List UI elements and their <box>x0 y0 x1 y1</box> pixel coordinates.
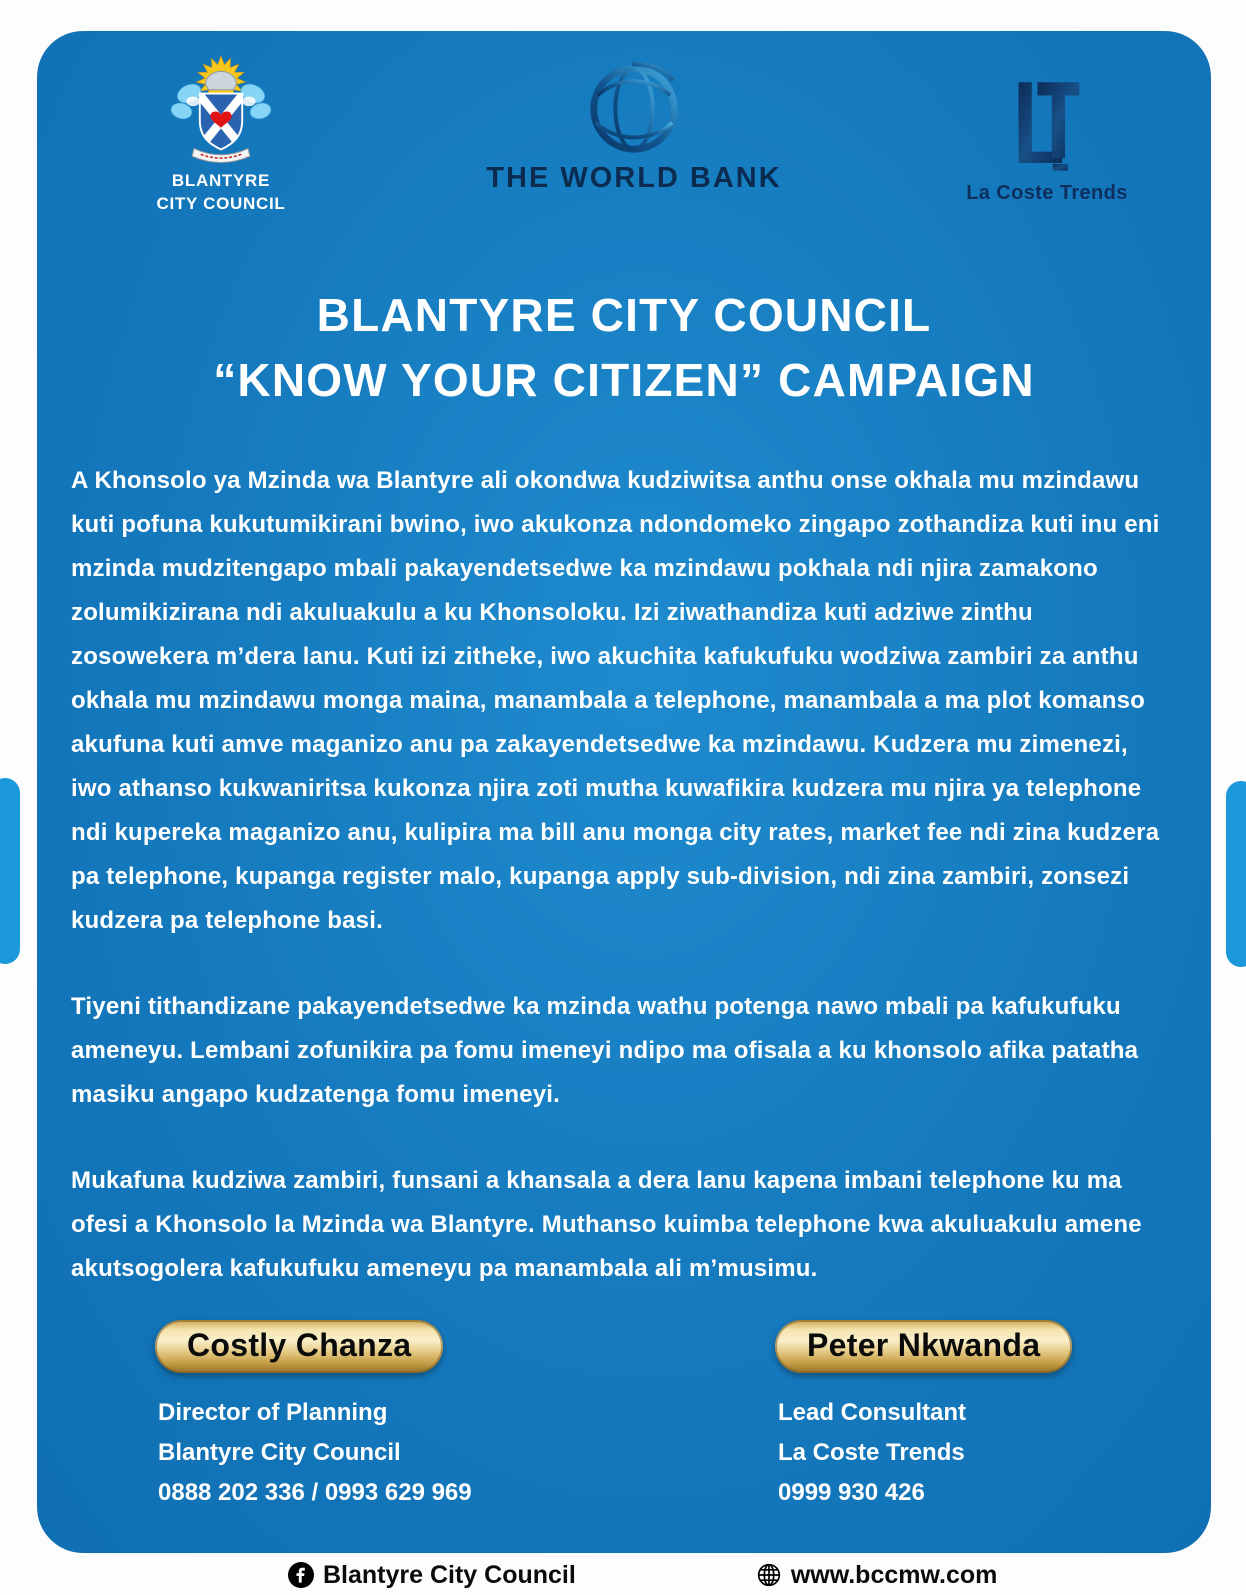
facebook-link[interactable] <box>288 1561 576 1590</box>
footer-bar <box>0 1556 1246 1594</box>
contact-role: Director of Planning <box>158 1399 388 1426</box>
body-paragraph-3: Mukafuna kudziwa zambiri, funsani a khansala a dera lanu kapena imbani telephone ku ma ofesi a Khonsolo la Mzinda wa Blantyre. Muthanso kuimba telephone kwa akuluakulu amene akutsogolera kafukufuku ameneyu pa manambala ali m’musimu. <box>71 1167 1142 1282</box>
right-edge-tab <box>1226 781 1246 967</box>
body-paragraph-1: A Khonsolo ya Mzinda wa Blantyre ali okondwa kudziwitsa anthu onse okhala mu mzindawu kuti pofuna kukutumikirani bwino, iwo akukonza ndondomeko zingapo zothandiza kuti inu eni mzinda mudzitengapo mbali pakayendetsedwe ka mzindawu pokhala ndi njira zamakono zolumikizirana ndi akuluakulu a ku Khonsoloku. Izi ziwathandiza kuti adziwe zinthu zosowekera m’dera lanu. Kuti izi zitheke, iwo akuchita kafukufuku wodziwa zambiri za anthu okhala mu mzindawu monga maina, manambala a telephone, manambala a ma plot komanso akufuna kuti amve maganizo anu pa zakayendetsedwe ka mzindawu. Kudzera mu zimenezi, iwo athanso kukwaniritsa kukonza njira zoti mutha kuwafikira kudzera mu njira ya telephone ndi kupereka maganizo anu, kulipira ma bill anu monga city rates, market fee ndi zina kudzera pa telephone, kupanga register malo, kupanga apply sub-division, ndi zina zambiri, zonsezi kudzera pa telephone basi. <box>71 467 1160 934</box>
website-link-label: www.bccmw.com <box>790 1560 998 1589</box>
world-bank-logo <box>484 55 784 195</box>
campaign-title <box>37 283 1211 413</box>
contact-card-costly-chanza <box>155 1320 472 1513</box>
body-text <box>71 459 1167 1333</box>
contacts-section <box>37 1320 1211 1560</box>
facebook-link-label: Blantyre City Council <box>323 1560 576 1589</box>
contact-phone: 0888 202 336 / 0993 629 969 <box>158 1479 472 1506</box>
blantyre-city-council-logo <box>105 55 337 214</box>
flyer-card <box>37 31 1211 1553</box>
contact-name-badge: Costly Chanza <box>155 1320 443 1373</box>
bcc-logo-label-line1: BLANTYRE <box>171 171 271 190</box>
contact-role: Lead Consultant <box>778 1399 967 1426</box>
globe-icon <box>756 1562 782 1588</box>
la-coste-trends-logo <box>931 55 1163 205</box>
website-link[interactable] <box>756 1561 998 1590</box>
logo-header <box>105 55 1163 214</box>
bcc-logo-label-line2: CITY COUNCIL <box>156 194 286 213</box>
contact-details <box>158 1393 472 1513</box>
contact-card-peter-nkwanda <box>775 1320 1072 1513</box>
la-coste-trends-monogram-icon <box>1009 160 1085 177</box>
la-coste-trends-logo-label: La Coste Trends <box>966 182 1128 204</box>
contact-phone: 0999 930 426 <box>778 1479 925 1506</box>
world-bank-logo-label: THE WORLD BANK <box>486 162 782 194</box>
contact-details <box>778 1393 1072 1513</box>
contact-org: Blantyre City Council <box>158 1439 401 1466</box>
contact-name-badge: Peter Nkwanda <box>775 1320 1072 1373</box>
facebook-icon <box>288 1562 314 1588</box>
body-paragraph-2: Tiyeni tithandizane pakayendetsedwe ka mzinda wathu potenga nawo mbali pa kafukufuku ameneyu. Lembani zofunikira pa fomu imeneyi ndipo ma ofisala a ku khonsolo afika patatha masiku angapo kudzatenga fomu imeneyi. <box>71 993 1139 1108</box>
campaign-title-line2: “KNOW YOUR CITIZEN” CAMPAIGN <box>213 354 1035 406</box>
left-edge-tab <box>0 778 20 964</box>
contact-org: La Coste Trends <box>778 1439 965 1466</box>
blantyre-city-council-crest-icon <box>168 150 274 167</box>
world-bank-globe-icon <box>583 144 685 161</box>
campaign-title-line1: BLANTYRE CITY COUNCIL <box>316 289 932 341</box>
